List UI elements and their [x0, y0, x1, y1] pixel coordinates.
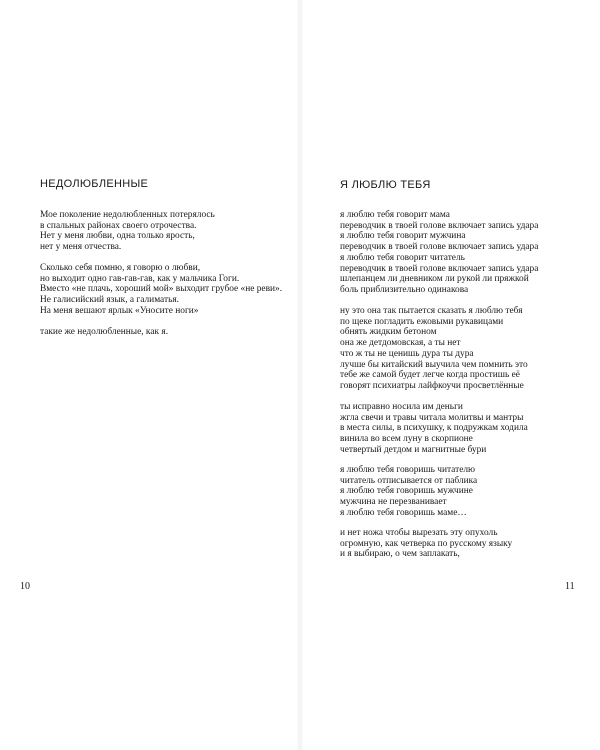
poem-line: я люблю тебя говоришь мужчине [340, 486, 473, 497]
poem-line: жгла свечи и травы читала молитвы и мантры [340, 412, 524, 423]
poem-line: я люблю тебя говоришь читателю [340, 465, 476, 475]
poem-line: переводчик в твоей голове включает запись удара [340, 220, 539, 231]
poem-line: Мое поколение недолюбленных потерялось [40, 210, 215, 220]
poem-line: винила во всем луну в скорпионе [340, 434, 473, 445]
poem-line: она же детдомовская, а ты нет [340, 338, 461, 349]
poem-line: Сколько себя помню, я говорю о любви, [40, 263, 201, 273]
poem-line: обнять жидким бетоном [340, 327, 437, 338]
poem-line: переводчик в твоей голове включает запись удара [340, 263, 539, 274]
poem-line: переводчик в твоей голове включает запись удара [340, 242, 539, 253]
poem-line: говорят психиатры лайфкоучи просветлённые [340, 380, 524, 391]
poem-line: в спальных районах своего отрочества. [40, 220, 197, 231]
poem-line: но выходит одно гав-гав-гав, как у мальчика Гоги. [40, 273, 240, 284]
poem-line: в места силы, в психушку, к подружкам ходила [340, 423, 528, 434]
stanza [40, 263, 282, 317]
stanza [340, 465, 477, 519]
poem-line: такие же недолюбленные, как я. [40, 327, 169, 337]
stanza [40, 327, 168, 338]
poem-line: огромную, как четверка по русскому языку [340, 538, 513, 549]
stanza [340, 306, 528, 392]
poem-line: Нет у меня любви, одна только ярость, [40, 231, 195, 242]
poem-line: шлепанцем ли дневником ли рукой ли пряжкой [340, 274, 529, 285]
poem-line: мужчина не перезванивает [340, 497, 447, 508]
poem-line: я люблю тебя говоришь маме… [340, 507, 467, 518]
poem-line: четвертый детдом и магнитные бури [340, 444, 487, 455]
poem-line: читатель отписывается от паблика [340, 475, 478, 486]
poem-line: что ж ты не ценишь дура ты дура [340, 348, 474, 359]
poem-line: по щеке погладить ежовыми рукавицами [340, 316, 504, 327]
stanza [340, 402, 528, 456]
page-number: 11 [565, 581, 575, 592]
poem-title: Я ЛЮБЛЮ ТЕБЯ [340, 179, 431, 191]
poem-line: я люблю тебя говорит мама [340, 210, 450, 220]
stanza [340, 528, 512, 560]
poem-line: боль приблизительно одинакова [340, 284, 469, 295]
poem-line: я люблю тебя говорит читатель [340, 252, 465, 263]
poem-line: я люблю тебя говорит мужчина [340, 231, 466, 242]
poem-line: Не галисийский язык, а галиматья. [40, 295, 180, 306]
poem-line: лучше бы китайский выучила чем помнить это [340, 359, 528, 370]
poem-line: На меня вешают ярлык «Уносите ноги» [40, 305, 199, 316]
poem-line: тебе же самой будет легче когда простишь её [340, 370, 520, 381]
poem-line: Вместо «не плачь, хороший мой» выходит грубое «не реви». [40, 284, 283, 295]
poem-line: и я выбираю, о чем заплакать, [340, 549, 460, 560]
right-page [300, 0, 600, 750]
poem-line: и нет ножа чтобы вырезать эту опухоль [340, 528, 498, 538]
page-number: 10 [20, 581, 30, 592]
stanza [340, 210, 538, 296]
poem-line: ты исправно носила им деньги [340, 402, 463, 412]
poem-line: нет у меня отчества. [40, 242, 122, 253]
poem-line: ну это она так пытается сказать я люблю тебя [340, 306, 523, 316]
stanza [40, 210, 215, 253]
poem-title: НЕДОЛЮБЛЕННЫЕ [40, 178, 149, 190]
